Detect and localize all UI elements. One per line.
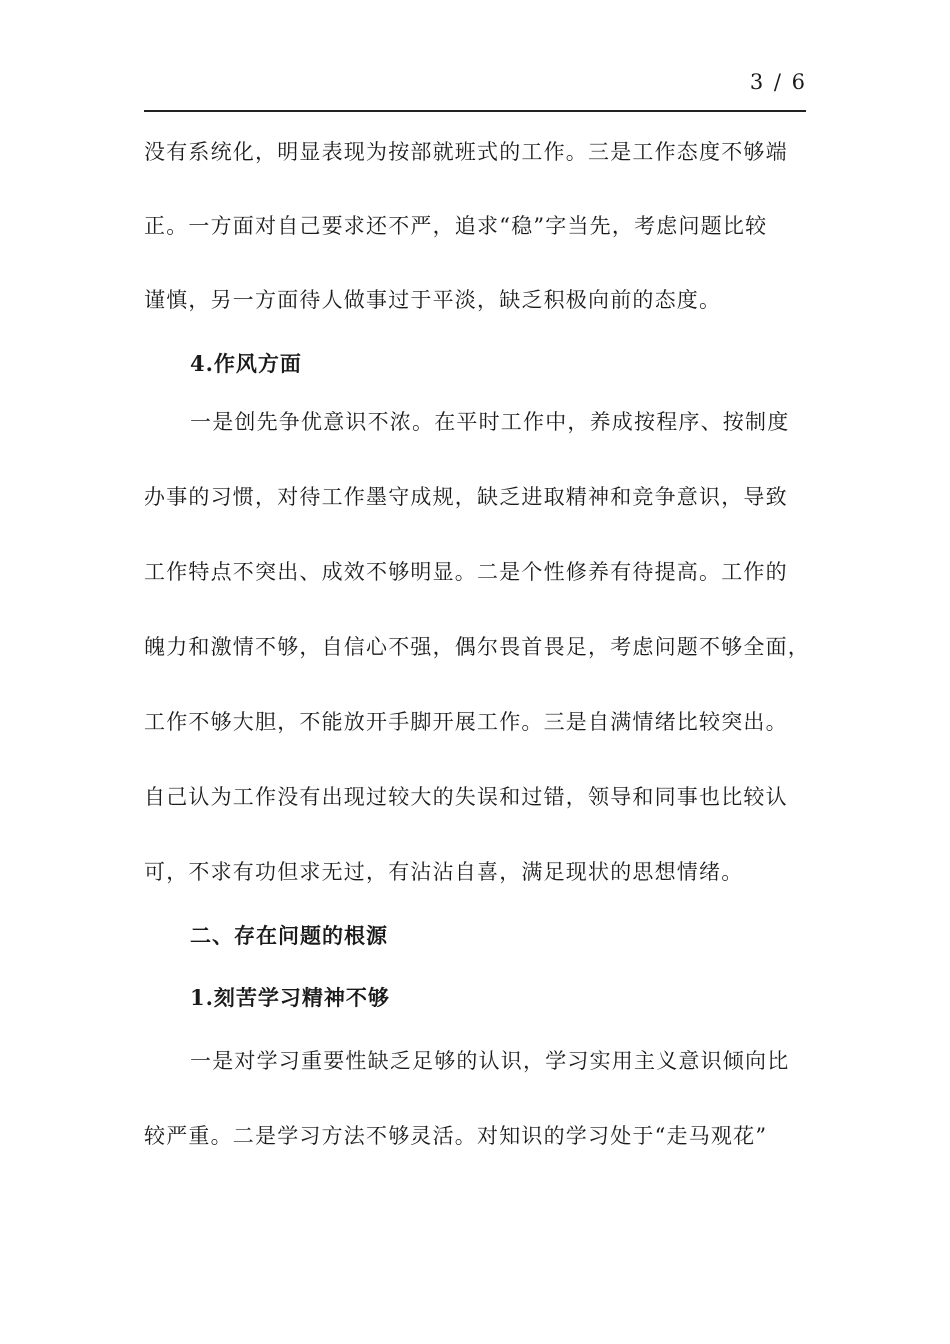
section-heading-2: 二、存在问题的根源 (190, 924, 388, 948)
subsection-heading-1: 1.刻苦学习精神不够 (190, 985, 390, 1010)
paragraph-line: 没有系统化，明显表现为按部就班式的工作。三是工作态度不够端 (144, 140, 788, 164)
document-body (144, 130, 809, 1188)
paragraph-line: 工作不够大胆，不能放开手脚开展工作。三是自满情绪比较突出。 (144, 710, 788, 734)
header-rule (144, 110, 806, 112)
paragraph-line: 魄力和激情不够，自信心不强，偶尔畏首畏足，考虑问题不够全面， (144, 635, 810, 659)
paragraph-line: 谨慎，另一方面待人做事过于平淡，缺乏积极向前的态度。 (144, 288, 722, 312)
paragraph-line: 一是对学习重要性缺乏足够的认识，学习实用主义意识倾向比 (190, 1049, 790, 1073)
section-heading-4: 4.作风方面 (190, 351, 302, 376)
paragraph-line: 较严重。二是学习方法不够灵活。对知识的学习处于“走马观花” (144, 1124, 768, 1148)
page-number: 3 / 6 (749, 70, 807, 94)
paragraph-line: 一是创先争优意识不浓。在平时工作中，养成按程序、按制度 (190, 410, 790, 434)
paragraph-line: 办事的习惯，对待工作墨守成规，缺乏进取精神和竞争意识，导致 (144, 485, 788, 509)
paragraph-line: 可，不求有功但求无过，有沾沾自喜，满足现状的思想情绪。 (144, 860, 744, 884)
paragraph-line: 正。一方面对自己要求还不严，追求“稳”字当先，考虑问题比较 (144, 214, 768, 238)
paragraph-line: 工作特点不突出、成效不够明显。二是个性修养有待提高。工作的 (144, 560, 788, 584)
paragraph-line: 自己认为工作没有出现过较大的失误和过错，领导和同事也比较认 (144, 785, 788, 809)
